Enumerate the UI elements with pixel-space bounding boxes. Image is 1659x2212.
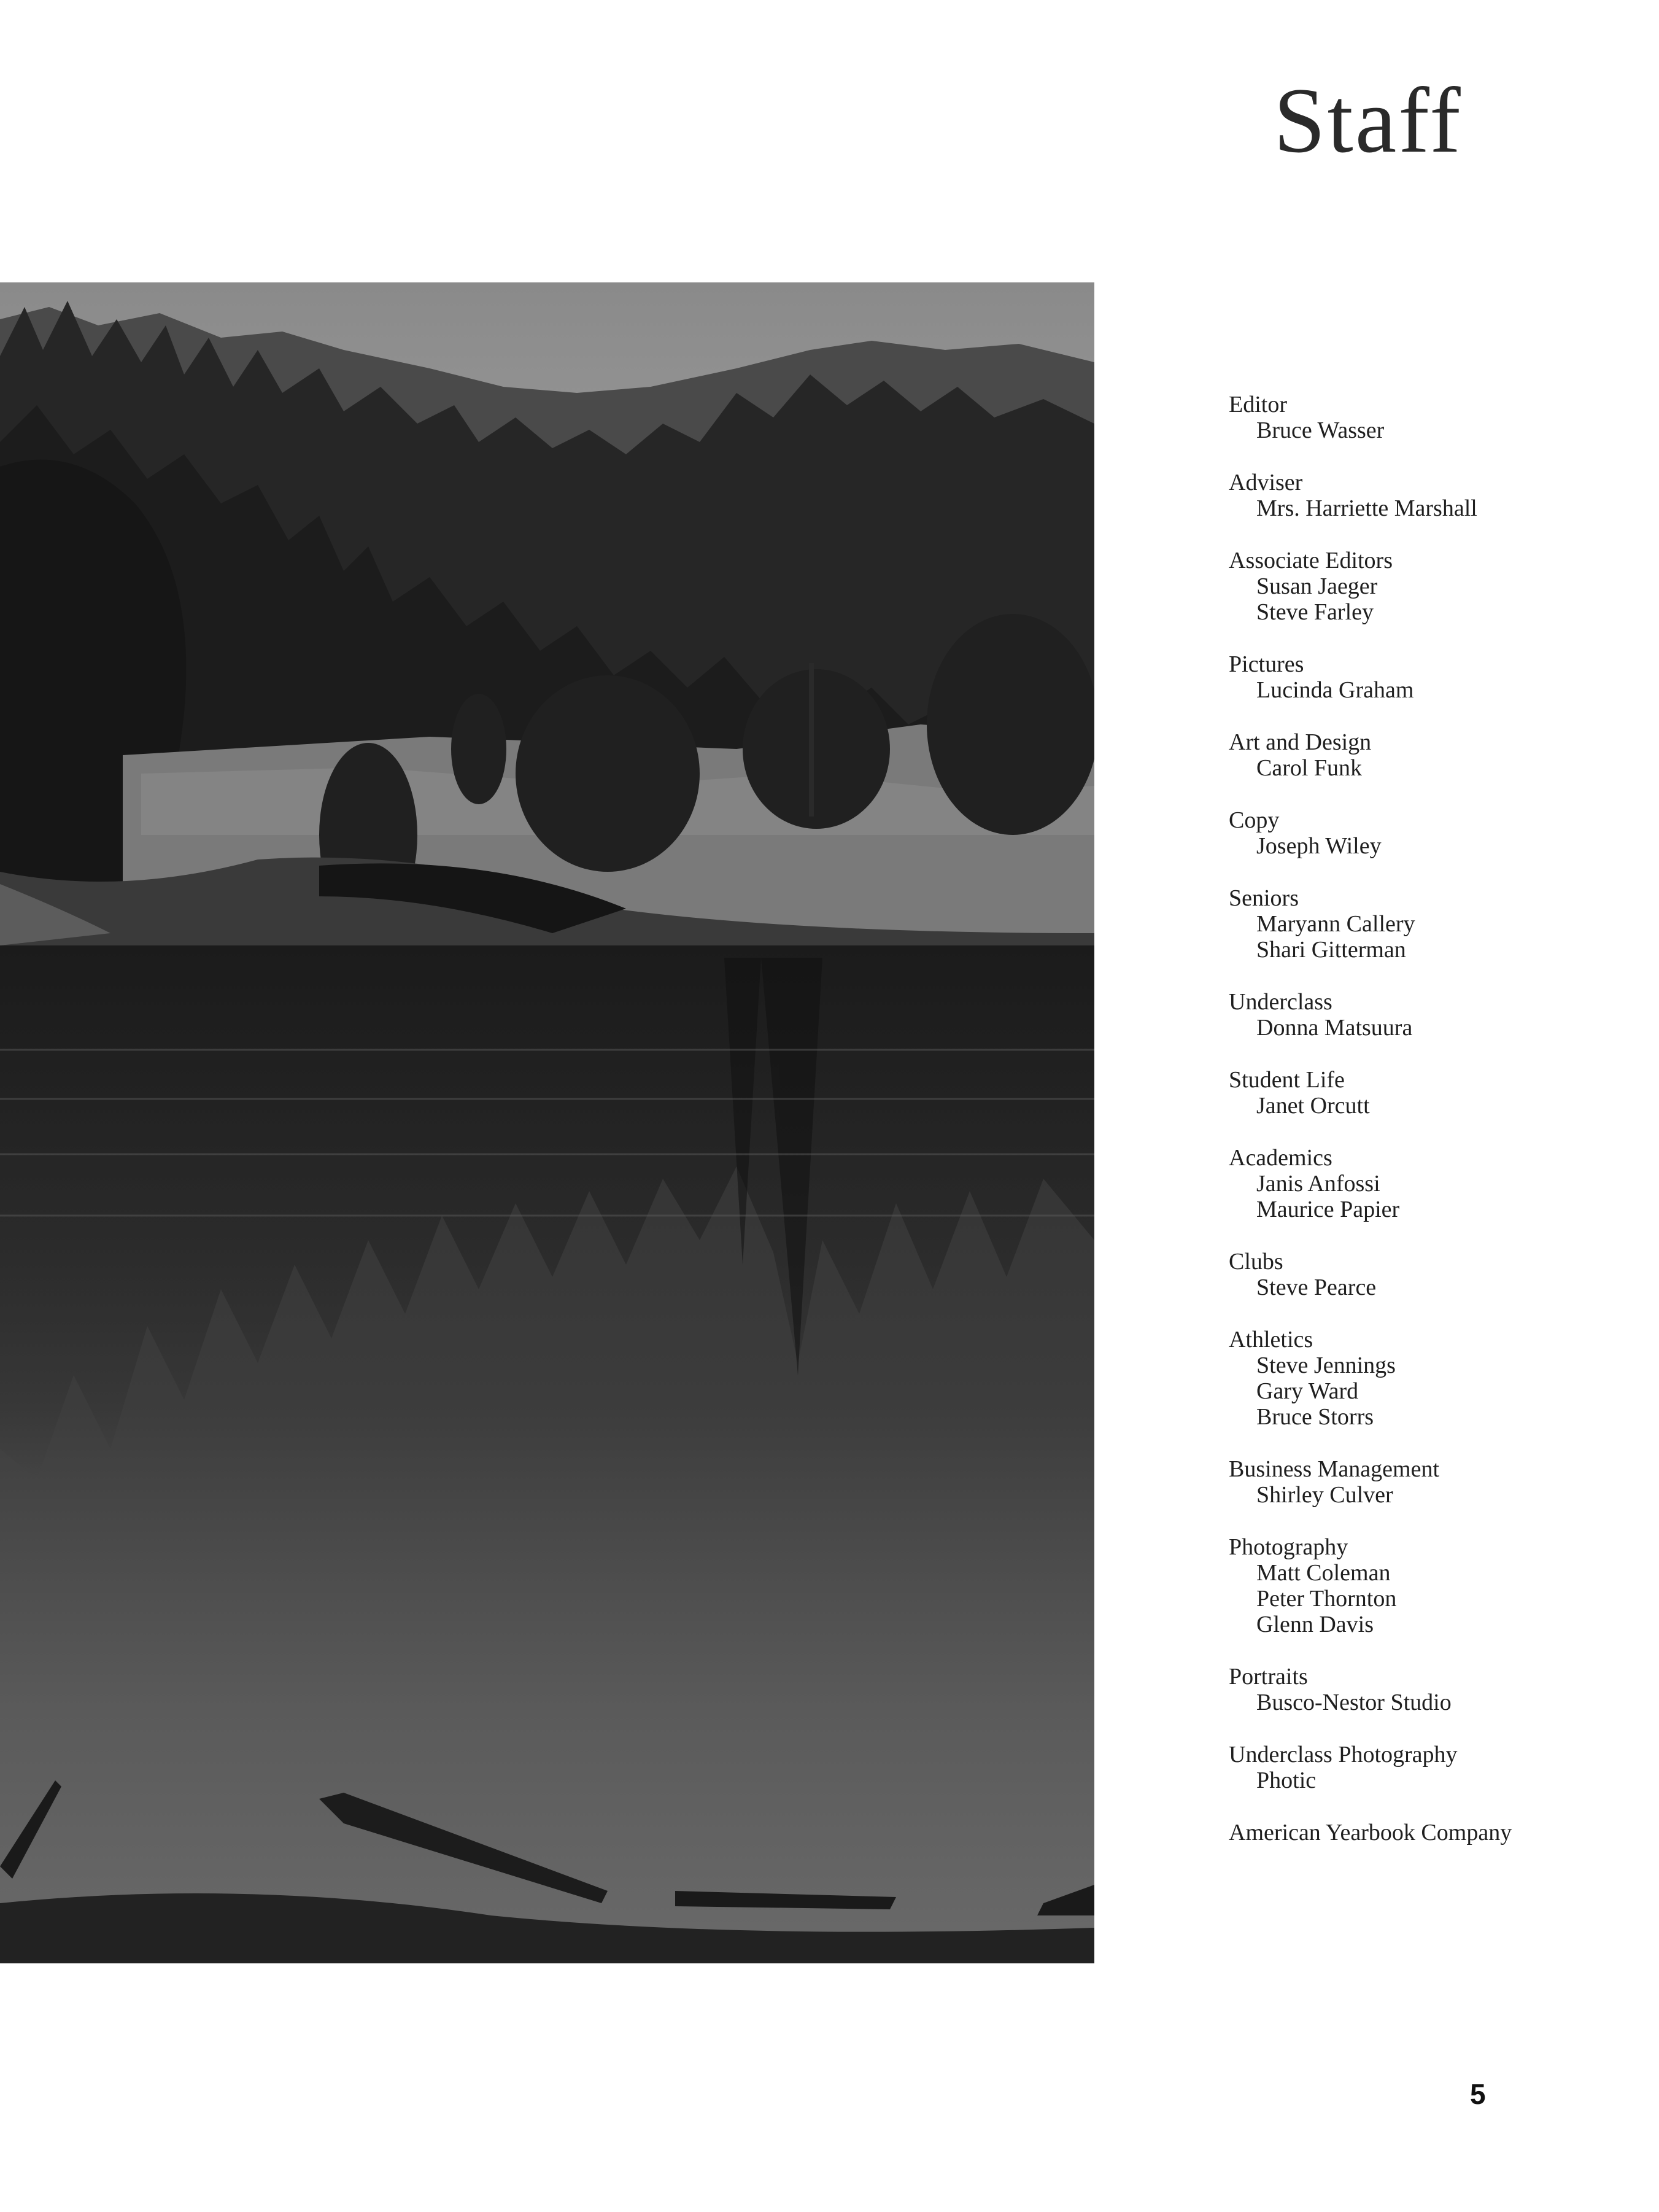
staff-section-pictures bbox=[1229, 651, 1622, 703]
staff-name: Susan Jaeger bbox=[1256, 573, 1378, 599]
staff-name: Mrs. Harriette Marshall bbox=[1256, 495, 1477, 521]
staff-role: Pictures bbox=[1229, 651, 1304, 677]
staff-role: Portraits bbox=[1229, 1664, 1308, 1690]
staff-role: Adviser bbox=[1229, 470, 1303, 495]
staff-name: Shirley Culver bbox=[1256, 1482, 1393, 1508]
staff-role: Student Life bbox=[1229, 1067, 1345, 1093]
staff-name: Steve Jennings bbox=[1256, 1352, 1396, 1378]
staff-section-underclass-photography bbox=[1229, 1742, 1622, 1793]
staff-section-student-life bbox=[1229, 1067, 1622, 1119]
staff-role: Athletics bbox=[1229, 1327, 1313, 1352]
staff-section-portraits bbox=[1229, 1664, 1622, 1715]
staff-section-editor bbox=[1229, 392, 1622, 443]
page-number: 5 bbox=[1470, 2078, 1486, 2110]
staff-name: Bruce Storrs bbox=[1256, 1404, 1374, 1430]
staff-section-clubs bbox=[1229, 1249, 1622, 1300]
staff-section-adviser bbox=[1229, 470, 1622, 521]
staff-role: Photography bbox=[1229, 1534, 1348, 1560]
staff-name: Joseph Wiley bbox=[1256, 833, 1382, 859]
staff-section-business-management bbox=[1229, 1456, 1622, 1508]
staff-name: Janis Anfossi bbox=[1256, 1171, 1380, 1197]
staff-name: Maryann Callery bbox=[1256, 911, 1415, 937]
staff-role: Clubs bbox=[1229, 1249, 1283, 1275]
staff-section-publisher bbox=[1229, 1820, 1622, 1845]
staff-name: Lucinda Graham bbox=[1256, 677, 1414, 703]
staff-role: Business Management bbox=[1229, 1456, 1440, 1482]
staff-name: Busco-Nestor Studio bbox=[1256, 1690, 1452, 1715]
staff-name: Donna Matsuura bbox=[1256, 1015, 1413, 1041]
staff-role: American Yearbook Company bbox=[1229, 1820, 1512, 1845]
staff-name: Gary Ward bbox=[1256, 1378, 1359, 1404]
staff-name: Bruce Wasser bbox=[1256, 417, 1385, 443]
staff-role: Associate Editors bbox=[1229, 548, 1393, 573]
staff-role: Copy bbox=[1229, 807, 1280, 833]
staff-name: Steve Pearce bbox=[1256, 1275, 1377, 1300]
staff-role: Art and Design bbox=[1229, 729, 1372, 755]
staff-section-academics bbox=[1229, 1145, 1622, 1222]
staff-role: Editor bbox=[1229, 392, 1287, 417]
page-title: Staff bbox=[1274, 69, 1463, 172]
staff-name: Photic bbox=[1256, 1768, 1317, 1793]
staff-list bbox=[1229, 392, 1622, 1845]
staff-name: Carol Funk bbox=[1256, 755, 1363, 781]
staff-role: Seniors bbox=[1229, 885, 1299, 911]
staff-section-copy bbox=[1229, 807, 1622, 859]
staff-role: Academics bbox=[1229, 1145, 1332, 1171]
staff-role: Underclass Photography bbox=[1229, 1742, 1458, 1768]
staff-role: Underclass bbox=[1229, 989, 1332, 1015]
staff-name: Maurice Papier bbox=[1256, 1197, 1400, 1222]
staff-section-art-and-design bbox=[1229, 729, 1622, 781]
staff-section-seniors bbox=[1229, 885, 1622, 963]
staff-name: Matt Coleman bbox=[1256, 1560, 1391, 1586]
staff-section-athletics bbox=[1229, 1327, 1622, 1430]
staff-name: Steve Farley bbox=[1256, 599, 1374, 625]
landscape-photo bbox=[0, 282, 1094, 1963]
staff-section-underclass bbox=[1229, 989, 1622, 1041]
staff-name: Glenn Davis bbox=[1256, 1612, 1374, 1637]
staff-section-photography bbox=[1229, 1534, 1622, 1637]
staff-name: Peter Thornton bbox=[1256, 1586, 1397, 1612]
staff-name: Janet Orcutt bbox=[1256, 1093, 1370, 1119]
staff-section-associate-editors bbox=[1229, 548, 1622, 625]
staff-name: Shari Gitterman bbox=[1256, 937, 1406, 963]
